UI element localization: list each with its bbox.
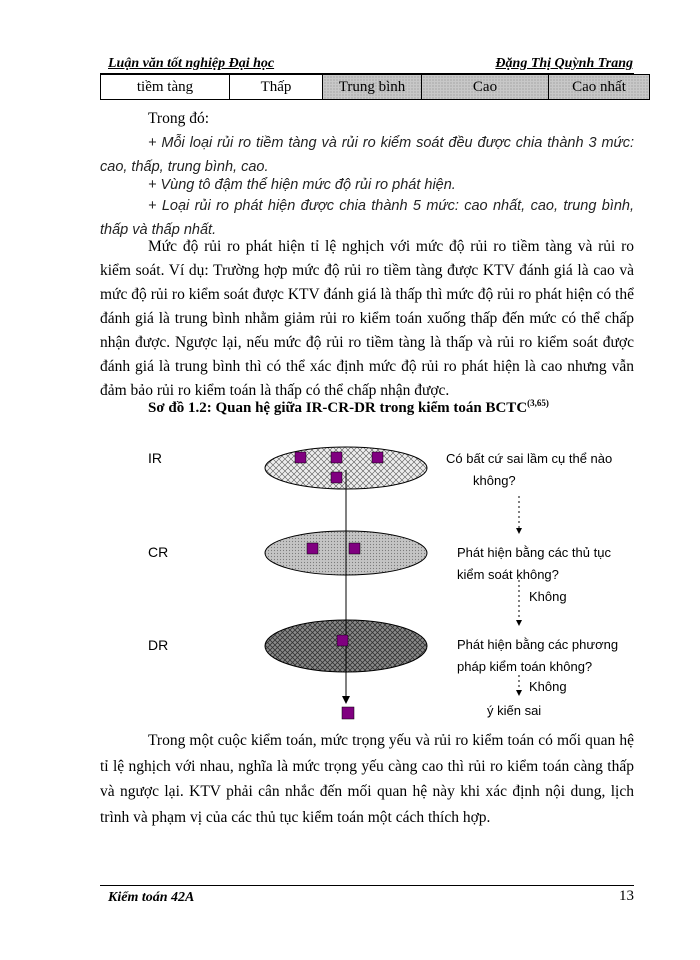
table-cell: Thấp <box>230 75 323 100</box>
footer-divider <box>100 885 634 886</box>
error-square <box>372 452 383 463</box>
error-square <box>307 543 318 554</box>
header-thesis-title: Luận văn tốt nghiệp Đại học <box>108 56 275 71</box>
bullet-detection-levels: + Loại rủi ro phát hiện được chia thành 5 mức: cao nhất, cao, trung bình, thấp và thấp nhất. <box>100 198 634 238</box>
paragraph-materiality: Trong một cuộc kiểm toán, mức trọng yếu và rủi ro kiểm toán có mối quan hệ tỉ lệ nghịch với nhau, nghĩa là mức trọng yếu càng cao thì rủi ro kiểm toán càng thấp và ngược lại. KTV phải cân nhắc đến mối quan hệ này khi xác định nội dung, lịch trình và phạm vị của các thủ tục kiểm toán một cách thích hợp. <box>100 732 634 826</box>
caption-text: Sơ đồ 1.2: Quan hệ giữa IR-CR-DR trong kiểm toán BCTC <box>148 400 528 416</box>
table-cell-shaded: Trung bình <box>323 75 422 100</box>
cr-label: CR <box>148 544 169 560</box>
caption-reference: (3,65) <box>527 398 549 408</box>
bullet-shaded-zone: + Vùng tô đậm thể hiện mức độ rủi ro phát hiện. <box>148 177 456 193</box>
dr-question-line1: Phát hiện bằng các phương <box>457 637 619 652</box>
table-cell: tiềm tàng <box>101 75 230 100</box>
error-square <box>349 543 360 554</box>
undetected-error-square <box>342 707 354 719</box>
dr-label: DR <box>148 637 169 653</box>
error-square <box>337 635 348 646</box>
table-cell-shaded: Cao nhất <box>549 75 650 100</box>
paragraph-detection-risk: Mức độ rủi ro phát hiện tỉ lệ nghịch với mức độ rủi ro tiềm tàng và rủi ro kiểm soát. Ví dụ: Trường hợp mức độ rủi ro tiềm tàng được KTV đánh giá là cao và mức độ rủi ro kiểm soát được KTV đánh giá là thấp thì mức độ rủi ro phát hiện có thể đánh giá là trung bình nhằm giảm rủi ro kiểm toán xuống thấp đến mức có thể chấp nhận được. Ngược lại, nếu mức độ rủi ro tiềm tàng là thấp và rủi ro kiểm soát được đánh giá là trung bình thì có thể xác định mức độ rủi ro phát hiện là cao nhưng vẫn đảm bảo rủi ro kiểm toán là thấp có thể chấp nhận được. <box>100 238 634 399</box>
header-author: Đặng Thị Quỳnh Trang <box>495 56 633 71</box>
error-square <box>331 452 342 463</box>
ir-label: IR <box>148 450 162 466</box>
dr-question-line2: pháp kiểm toán không? <box>457 659 593 674</box>
page-number: 13 <box>619 888 634 904</box>
bullet-levels: + Mỗi loại rủi ro tiềm tàng và rủi ro kiểm soát đều được chia thành 3 mức: cao, thấp, trung bình, cao. <box>100 135 634 175</box>
error-square <box>295 452 306 463</box>
cr-answer-no: Không <box>529 589 567 604</box>
footer-class: Kiểm toán 42A <box>108 890 195 905</box>
wrong-opinion-label: ý kiến sai <box>487 703 542 718</box>
cr-question-line1: Phát hiện bằng các thủ tục <box>457 545 611 560</box>
trong-do-label: Trong đó: <box>148 110 210 127</box>
ir-question-line1: Có bất cứ sai lầm cụ thể nào <box>446 451 613 466</box>
error-square <box>331 472 342 483</box>
table-cell-shaded: Cao <box>422 75 549 100</box>
ir-question-line2: không? <box>473 473 516 488</box>
dr-answer-no: Không <box>529 679 567 694</box>
cr-question-line2: kiểm soát không? <box>457 567 559 582</box>
